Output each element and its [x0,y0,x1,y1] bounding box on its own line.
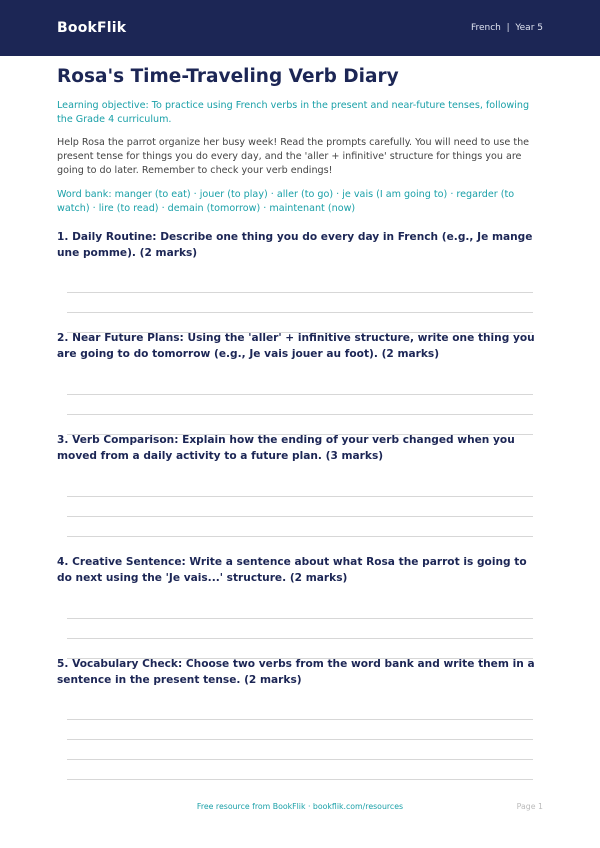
answer-line[interactable] [67,739,533,740]
answer-line[interactable] [67,516,533,517]
page-title: Rosa's Time-Traveling Verb Diary [57,66,399,87]
page-number: Page 1 [516,802,543,811]
answer-line[interactable] [67,638,533,639]
answer-line[interactable] [67,292,533,293]
subject-year-label: French | Year 5 [470,23,543,33]
footer-credit-link[interactable]: Free resource from BookFlik · bookflik.com/resources [196,802,404,811]
answer-line[interactable] [67,759,533,760]
answer-line[interactable] [67,719,533,720]
question-2-prompt: 2. Near Future Plans: Using the 'aller' + infinitive structure, write one thing you are going to do tomorrow (e.g., Je vais jouer au foot). (2 marks) [57,332,535,360]
answer-line[interactable] [67,496,533,497]
intro-section [57,66,543,216]
question-5 [57,657,543,688]
header-bar [0,0,600,56]
question-4-prompt: 4. Creative Sentence: Write a sentence about what Rosa the parrot is going to do next using the 'Je vais...' structure. (2 marks) [57,556,527,584]
question-1 [57,230,543,261]
brand-logo-text: BookFlik [57,20,127,36]
word-bank: Word bank: manger (to eat) · jouer (to play) · aller (to go) · je vais (I am going to) · regarder (to watch) · lire (to read) · demain (tomorrow) · maintenant (now) [57,189,515,214]
question-2 [57,331,543,362]
footer [0,802,600,814]
answer-line[interactable] [67,394,533,395]
answer-line[interactable] [67,536,533,537]
question-1-prompt: 1. Daily Routine: Describe one thing you do every day in French (e.g., Je mange une pomme). (2 marks) [57,231,533,259]
instructions-paragraph: Help Rosa the parrot organize her busy week! Read the prompts carefully. You will need to use the present tense for things you do every day, and the 'aller + infinitive' structure for things you are going to do later. Remember to check your verb endings! [57,137,530,176]
question-5-prompt: 5. Vocabulary Check: Choose two verbs from the word bank and write them in a sentence in the present tense. (2 marks) [57,658,535,686]
answer-line[interactable] [67,414,533,415]
question-3-prompt: 3. Verb Comparison: Explain how the ending of your verb changed when you moved from a daily activity to a future plan. (3 marks) [57,434,515,462]
answer-line[interactable] [67,779,533,780]
answer-line[interactable] [67,312,533,313]
question-3 [57,433,543,464]
learning-objective: Learning objective: To practice using French verbs in the present and near-future tenses, following the Grade 4 curriculum. [57,100,530,125]
answer-line[interactable] [67,618,533,619]
question-4 [57,555,543,586]
